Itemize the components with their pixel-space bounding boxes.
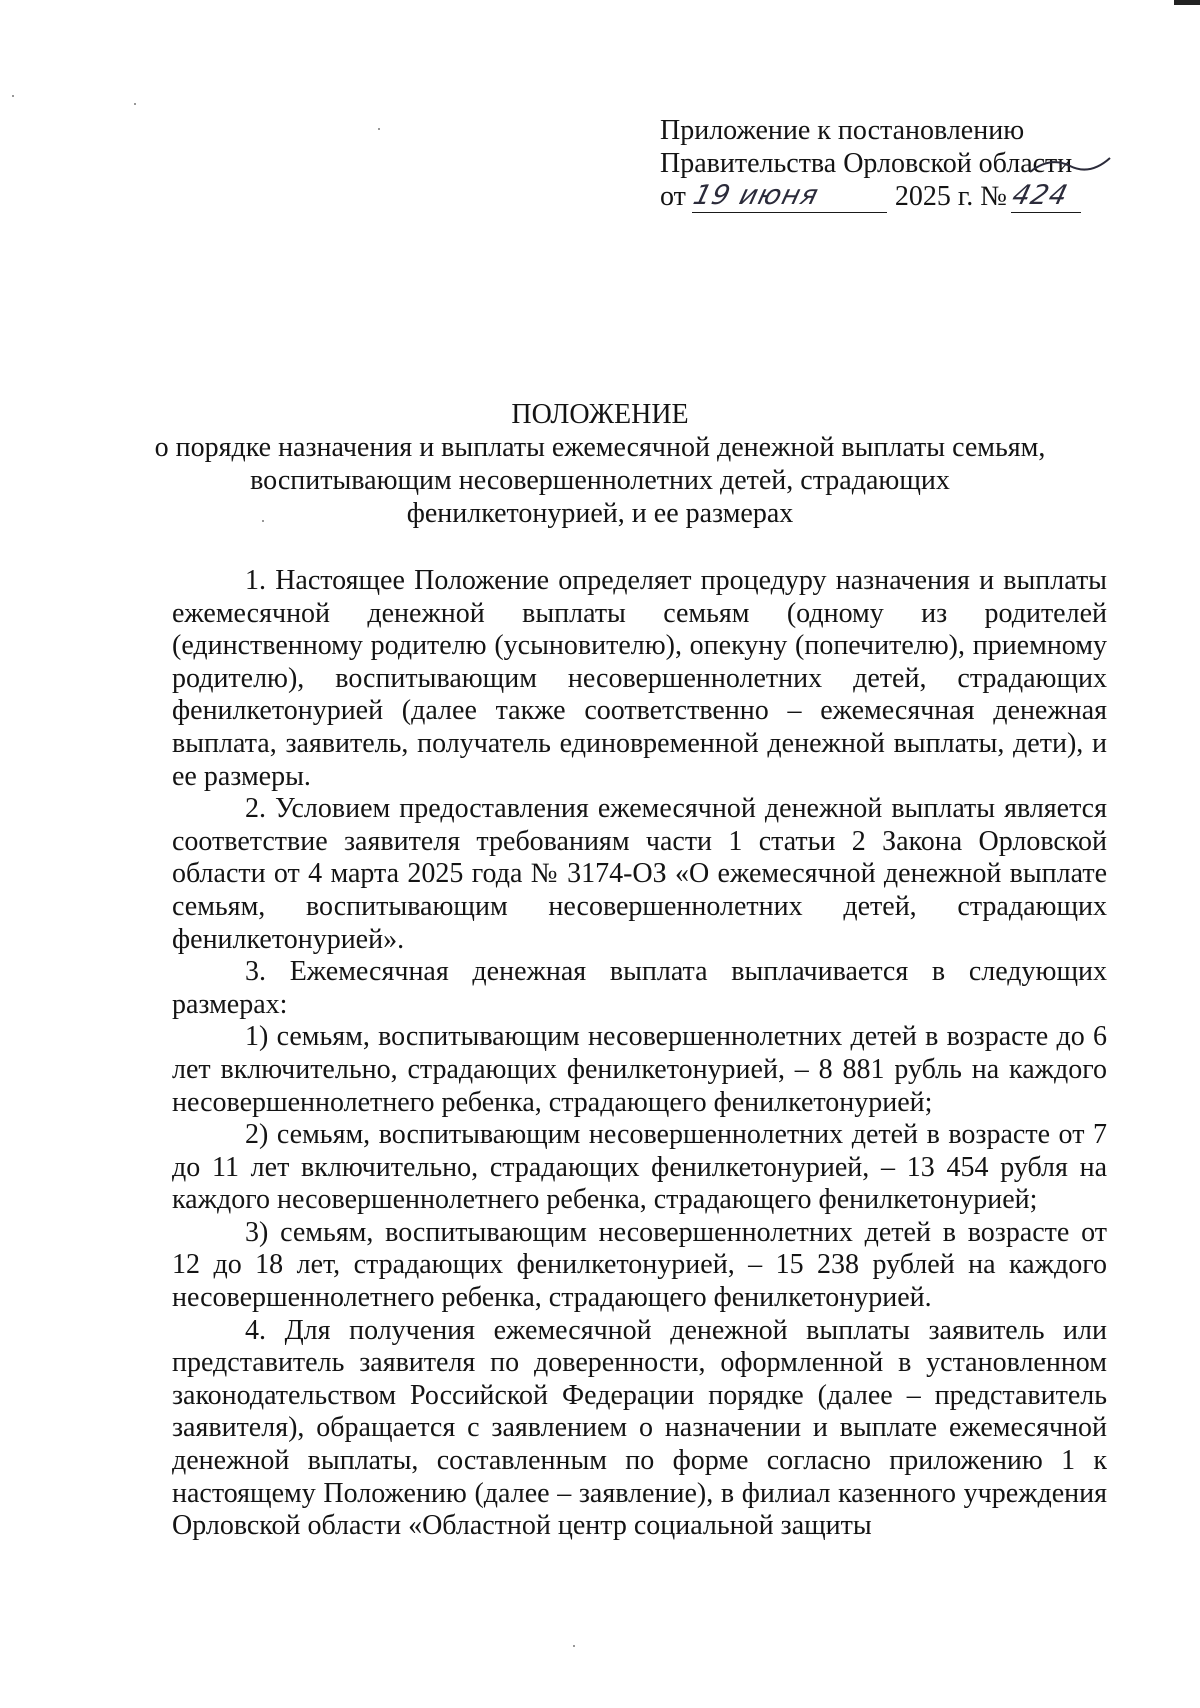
header-line-2: Правительства Орловской области [660,148,1073,179]
header-year-label: 2025 г. № [894,181,1007,212]
document-subtitle-line-2: воспитывающим несовершеннолетних детей, страдающих [250,465,950,496]
paragraph-3-item-2: 2) семьям, воспитывающим несовершеннолетних детей в возрасте от 7 до 11 лет включительно, страдающих фенилкетонурией, – 13 454 рубля на каждого несовершеннолетнего ребенка, страдающего фенилкетонурией; [172,1119,1107,1216]
scan-edge-mark [1174,0,1200,5]
scan-speck [12,95,14,97]
scan-speck [134,103,136,105]
paragraph-1: 1. Настоящее Положение определяет процедуру назначения и выплаты ежемесячной денежной выплаты семьям (одному из родителей (единственному родителю (усыновителю), опекуну (попечителю), приемному родителю), воспитывающим несовершеннолетних детей, страдающих фенилкетонурией (далее также соответственно – ежемесячная денежная выплата, заявитель, получатель единовременной денежной выплаты, дети), и ее размеры. [172,565,1107,792]
paragraph-3: 3. Ежемесячная денежная выплата выплачивается в следующих размерах: [172,956,1107,1020]
paragraph-3-item-3: 3) семьям, воспитывающим несовершеннолетних детей в возрасте от 12 до 18 лет, страдающих фенилкетонурией, – 15 238 рублей на каждого несовершеннолетнего ребенка, страдающего фенилкетонурией. [172,1216,1107,1314]
document-subtitle-line-1: о порядке назначения и выплаты ежемесячной денежной выплаты семьям, [154,432,1046,463]
handwritten-date: 19 июня [690,180,822,211]
paragraph-4: 4. Для получения ежемесячной денежной выплаты заявитель или представитель заявителя по доверенности, оформленной в установленном законодательством Российской Федерации порядке (далее – представитель заявителя), обращается с заявлением о назначении и выплате ежемесячной денежной выплаты, составленным по форме согласно приложению 1 к настоящему Положению (далее – заявление), в филиал казенного учреждения Орловской области «Областной центр социальной защиты [172,1314,1107,1542]
scan-speck [378,128,380,130]
document-title-block [150,398,1050,530]
header-line-1: Приложение к постановлению [660,115,1025,146]
header-from-label: от [660,181,686,212]
scan-speck [573,1645,575,1647]
document-subtitle-line-3: фенилкетонурией, и ее размерах [406,498,794,529]
document-title: ПОЛОЖЕНИЕ [511,399,689,430]
paragraph-2: 2. Условием предоставления ежемесячной денежной выплаты является соответствие заявителя требованиям части 1 статьи 2 Закона Орловской области от 4 марта 2025 года № 3174-ОЗ «О ежемесячной денежной выплате семьям, воспитывающим несовершеннолетних детей, страдающих фенилкетонурией». [172,793,1107,955]
paragraph-3-item-1: 1) семьям, воспитывающим несовершеннолетних детей в возрасте до 6 лет включительно, страдающих фенилкетонурией, – 8 881 рубль на каждого несовершеннолетнего ребенка, страдающего фенилкетонурией; [172,1021,1107,1118]
handwritten-number: 424 [1009,180,1072,211]
handwriting-stroke [1030,152,1150,222]
date-blank [692,182,887,213]
document-body [172,565,1107,1543]
